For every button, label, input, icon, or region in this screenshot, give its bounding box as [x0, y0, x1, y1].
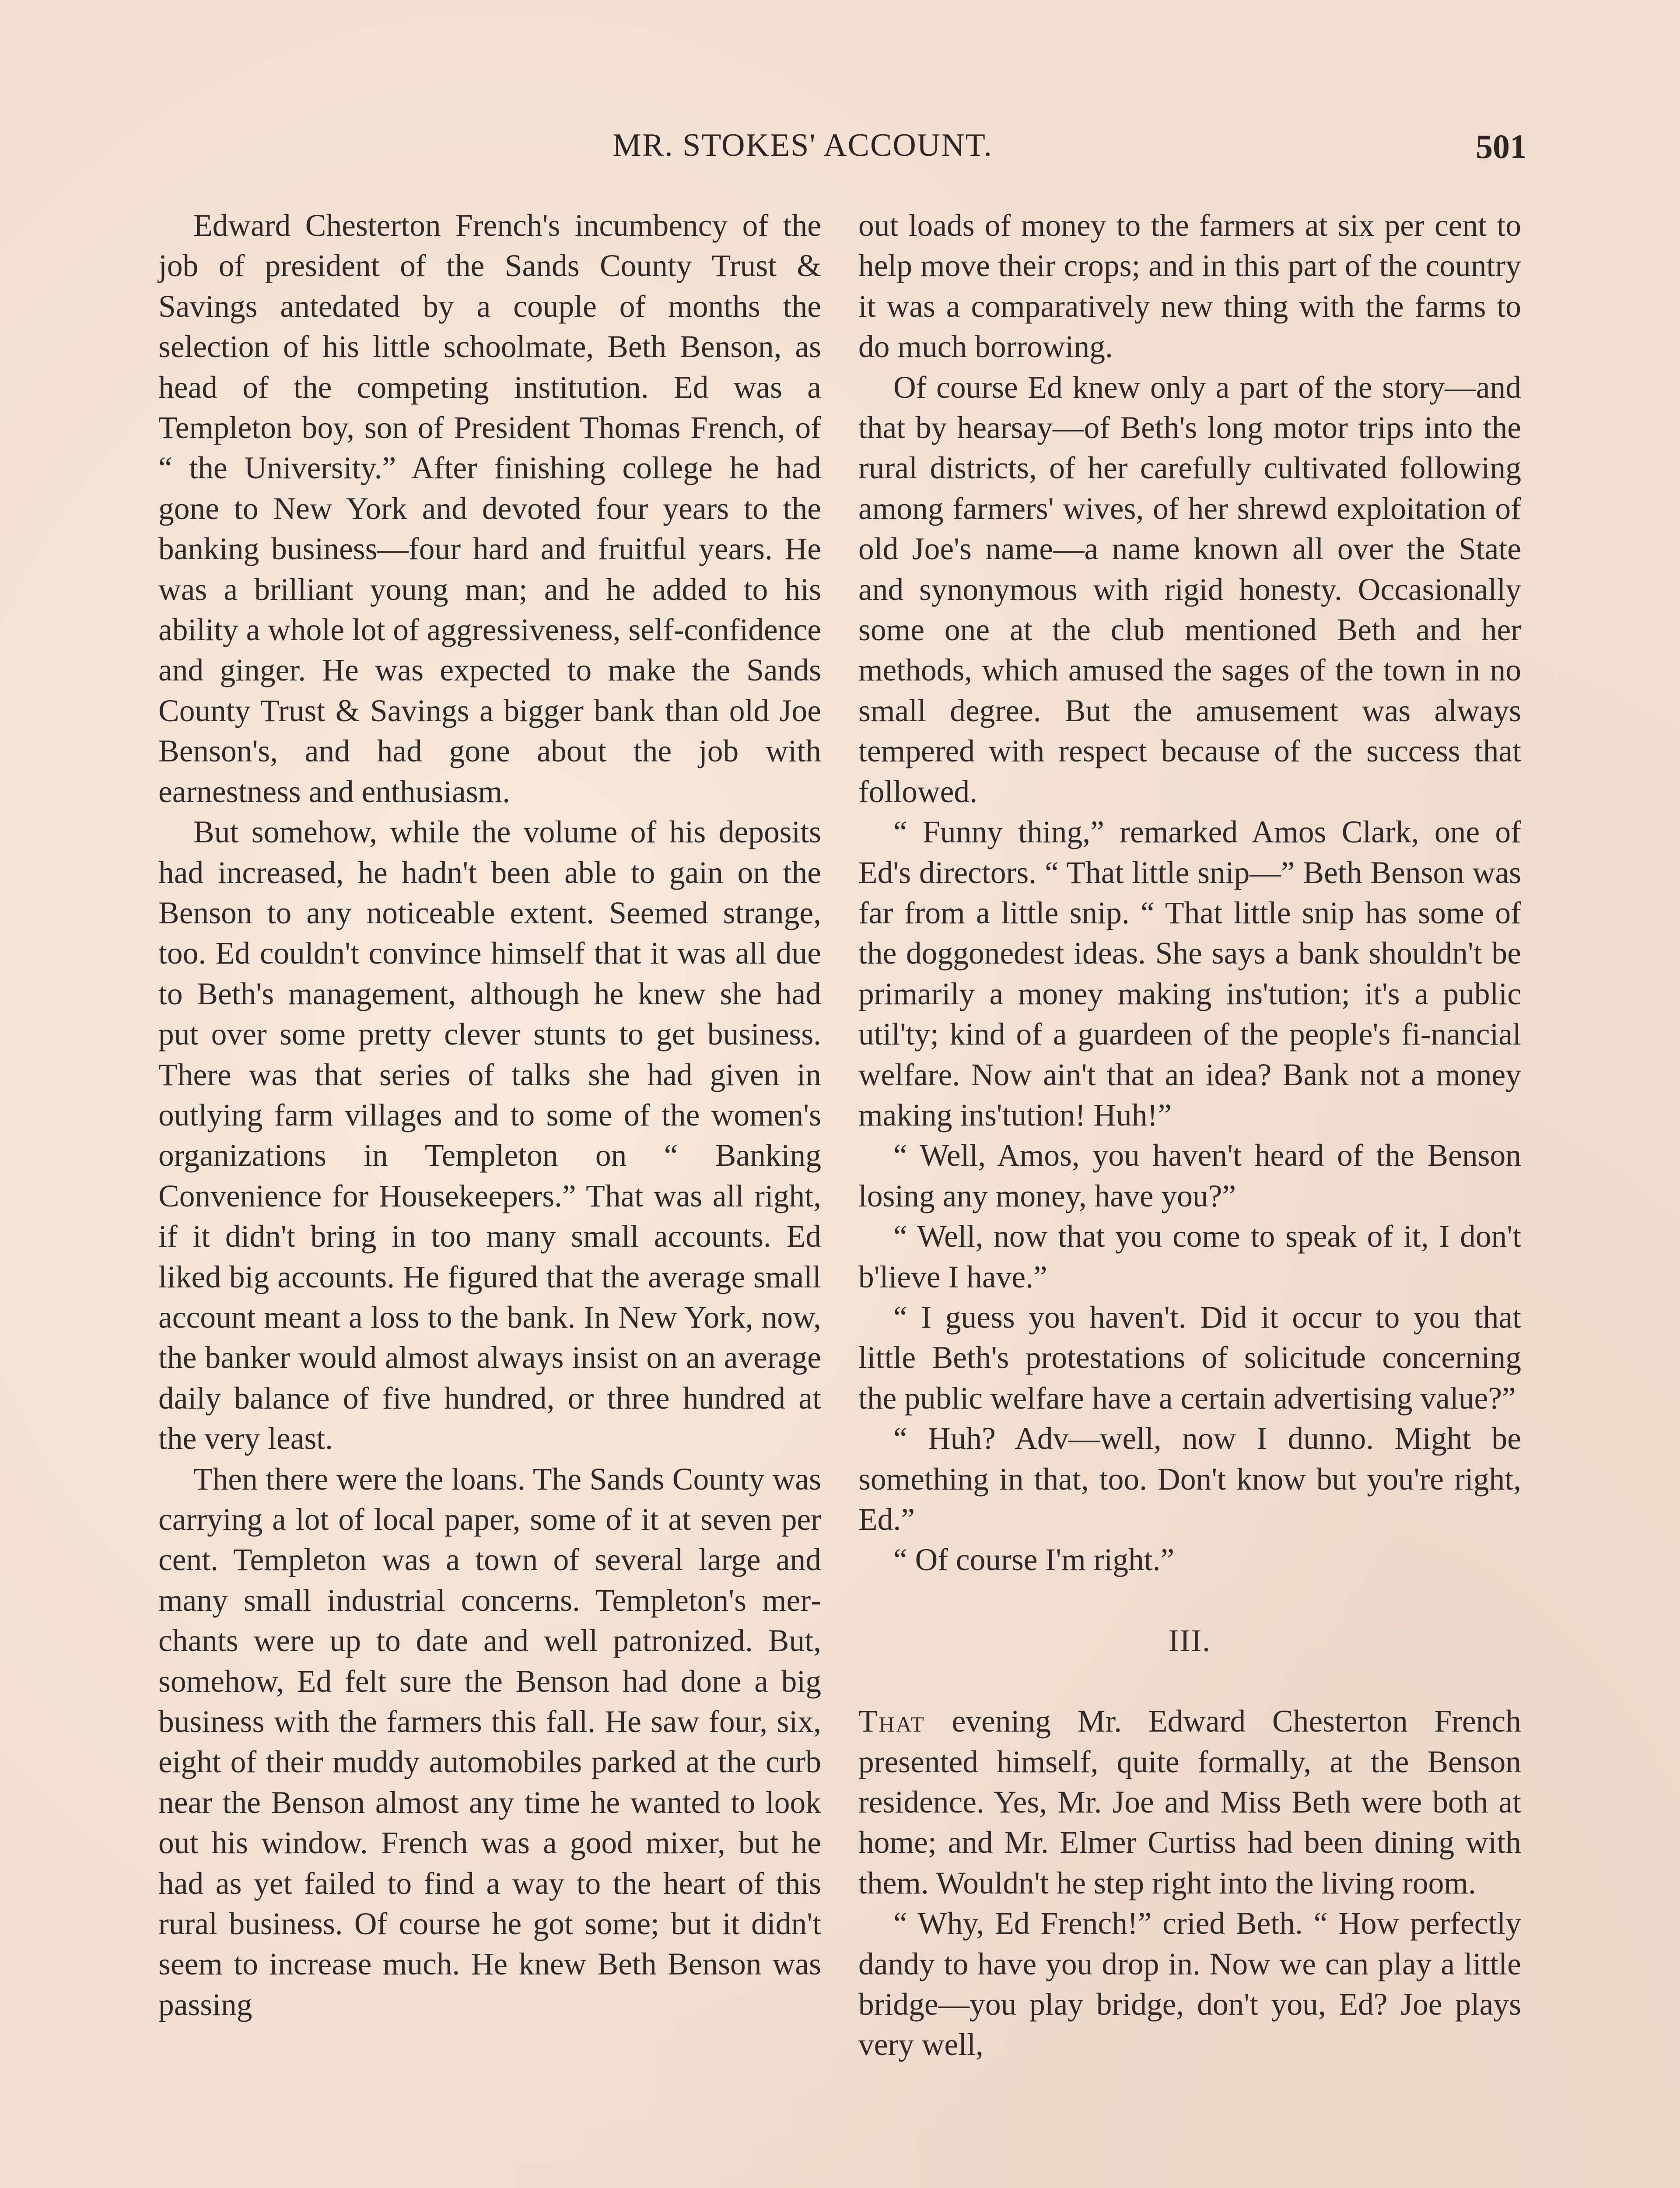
paragraph: Of course Ed knew only a part of the story—and that by hearsay—of Beth's long motor trips into the rural districts, of her carefully cultivated following among farmers' wives, of her shrewd exploitation of old Joe's name—a name known all over the State and synonymous with rigid honesty. Occasionally some one at the club mentioned Beth and her methods, which amused the sages of the town in no small degree. But the amusement was always tempered with respect because of the success that followed.: [858, 370, 1521, 809]
paragraph: Then there were the loans. The Sands County was carrying a lot of local paper, some of it at seven per cent. Templeton was a town of several large and many small industrial concerns. Templeton's merchants were up to date and well patronized. But, somehow, Ed felt sure the Benson had done a big business with the farmers this fall. He saw four, six, eight of their muddy automobiles parked at the curb near the Benson almost any time he wanted to look out his window. French was a good mixer, but he had as yet failed to find a way to the heart of this rural business. Of course he got some; but it didn't seem to increase much. He knew Beth Benson was passing: [158, 1462, 821, 2022]
page-header: [0, 127, 1680, 179]
paragraph: Edward Chesterton French's incumbency of the job of president of the Sands County Trust & Savings antedated by a couple of months the selection of his little schoolmate, Beth Benson, as head of the competing institution. Ed was a Templeton boy, son of President Thomas French, of “ the University.” After finishing college he had gone to New York and devoted four years to the banking business—four hard and fruitful years. He was a brilliant young man; and he added to his ability a whole lot of aggressiveness, self-confidence and ginger. He was expected to make the Sands County Trust & Savings a bigger bank than old Joe Benson's, and had gone about the job with earnestness and enthusiasm.: [158, 208, 821, 809]
section-first-paragraph: [858, 1701, 1521, 1904]
section-first-paragraph-text: evening Mr. Edward Chesterton French presented himself, quite formally, at the Benson residence. Yes, Mr. Joe and Miss Beth were both at home; and Mr. Elmer Curtiss had been dining with them. Wouldn't he step right into the living room.: [858, 1704, 1521, 1900]
left-column: [158, 206, 821, 2025]
paragraph: “ I guess you haven't. Did it occur to you that little Beth's protestations of solicitude concerning the public welfare have a certain advertising value?”: [858, 1300, 1521, 1416]
paragraph: “ Funny thing,” remarked Amos Clark, one of Ed's directors. “ That little snip—” Beth Benson was far from a little snip. “ That little snip has some of the doggonedest ideas. She says a bank shouldn't be primarily a money making ins'tution; it's a public util'ty; kind of a guardeen of the people's fi-nancial welfare. Now ain't that an idea? Bank not a money making ins'tution! Huh!”: [858, 815, 1521, 1133]
paragraph: But somehow, while the volume of his deposits had increased, he hadn't been able to gain on the Benson to any noticeable extent. Seemed strange, too. Ed couldn't convince himself that it was all due to Beth's management, although he knew she had put over some pretty clever stunts to get business. There was that series of talks she had given in outlying farm villages and to some of the women's organizations in Templeton on “ Banking Convenience for Housekeepers.” That was all right, if it didn't bring in too many small accounts. Ed liked big accounts. He figured that the average small account meant a loss to the bank. In New York, now, the banker would almost always insist on an average daily balance of five hundred, or three hundred at the very least.: [158, 815, 821, 1456]
running-title: MR. STOKES' ACCOUNT.: [612, 127, 993, 163]
paragraph: “ Well, now that you come to speak of it, I don't b'lieve I have.”: [858, 1219, 1521, 1294]
paragraph-continuation: out loads of money to the farmers at six per cent to help move their crops; and in this part of the country it was a comparatively new thing with the farms to do much borrowing.: [858, 208, 1521, 365]
right-column: [858, 206, 1521, 2065]
paragraph: “ Huh? Adv—well, now I dunno. Might be something in that, too. Don't know but you're right, Ed.”: [858, 1421, 1521, 1537]
section-number: III.: [1168, 1623, 1211, 1658]
paragraph: “ Of course I'm right.”: [893, 1543, 1175, 1578]
paragraph: “ Well, Amos, you haven't heard of the Benson losing any money, have you?”: [858, 1138, 1521, 1213]
paragraph: “ Why, Ed French!” cried Beth. “ How perfectly dandy to have you drop in. Now we can play a little bridge—you play bridge, don't you, Ed? Joe plays very well,: [858, 1906, 1521, 2062]
section-lead-word: That: [858, 1704, 925, 1739]
page-number: 501: [1476, 127, 1527, 165]
